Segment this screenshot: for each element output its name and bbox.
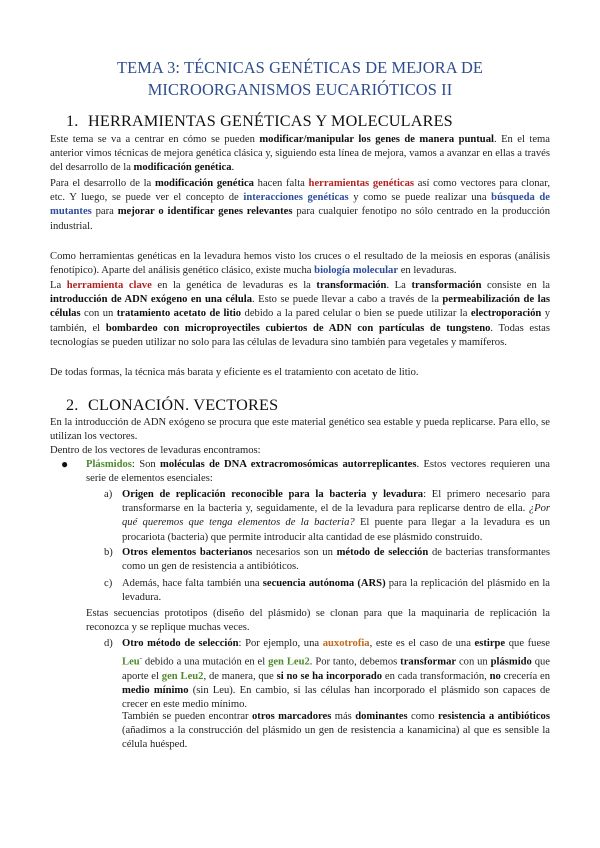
section-1-heading: [66, 112, 453, 131]
s1-paragraph-1: Este tema se va a centrar en cómo se pueden modificar/manipular los genes de manera puntual. En el tema anterior vimos técnicas de mejora genética clásica y, siguiendo esta línea de mejora, vamos a avanzar en ellas a través del desarrollo de la modificación genética.: [50, 134, 550, 174]
section-1-title: HERRAMIENTAS GENÉTICAS Y MOLECULARES: [88, 112, 453, 130]
item-d: Otro método de selección: Por ejemplo, una auxotrofia, este es el caso de una estirpe que fuese Leu- debido a una mutación en el gen Leu2. Por tanto, debemos transformar con un plásmido que aporte el gen Leu2, de manera, que si no se ha incorporado en cada transformación, no crecería en medio mínimo (sin Leu). En cambio, si las células han incorporado el plásmido son capaces de crecer en este medio mínimo.: [122, 638, 551, 711]
bullet-icon: ●: [61, 457, 69, 471]
item-c: Además, hace falta también una secuencia autónoma (ARS) para la replicación del plásmido en la levadura.: [122, 578, 550, 604]
s2-paragraph-1: En la introducción de ADN exógeno se procura que este material genético sea estable y pueda replicarse. Para ello, se utilizan los vectores.: [50, 417, 550, 443]
item-a: Origen de replicación reconocible para la bacteria y levadura: El primero necesario para transformarse en la bacteria y, seguidamente, el de la levadura para replicarse dentro de ella. ¿Por qué queremos que tenga elementos de la bacteria? El puente para llegar a la levadura es un procariota (bacteria) que permite introducir alta cantidad de ese plásmido construido.: [122, 489, 550, 543]
section-2-title: CLONACIÓN. VECTORES: [88, 396, 279, 414]
item-b-label: b): [104, 547, 113, 558]
s1-paragraph-3: Como herramientas genéticas en la levadura hemos visto los cruces o el resultado de la meiosis en esporas (análisis fenotípico). Aparte del análisis genético clásico, existe mucha biología molecular en levaduras.: [50, 251, 550, 277]
section-2-heading: [66, 396, 278, 415]
title-line-1: TEMA 3: TÉCNICAS GENÉTICAS DE MEJORA DE: [116, 58, 484, 77]
page-title: [60, 57, 540, 101]
item-b: Otros elementos bacterianos necesarios son un método de selección de bacterias transformantes como un gen de resistencia a antibióticos.: [122, 547, 550, 573]
section-1-number: 1.: [66, 112, 79, 130]
s2-paragraph-2: Dentro de los vectores de levaduras encontramos:: [50, 445, 261, 456]
section-2-number: 2.: [66, 396, 79, 414]
title-line-2: MICROORGANISMOS EUCARIÓTICOS II: [147, 80, 453, 99]
item-c-label: c): [104, 578, 113, 589]
s1-paragraph-2: Para el desarrollo de la modificación genética hacen falta herramientas genéticas así como vectores para clonar, etc. Y luego, se puede ver el concepto de interacciones genéticas y como se puede realizar una búsqueda de mutantes para mejorar o identificar genes relevantes para cualquier fenotipo no sólo centrado en la producción industrial.: [50, 178, 551, 232]
s1-paragraph-4: La herramienta clave en la genética de levaduras es la transformación. La transformación consiste en la introducción de ADN exógeno en una célula. Esto se puede llevar a cabo a través de la permeabilización de las células con un tratamiento acetato de litio debido a la pared celular o bien se puede utilizar la electroporación y también, el bombardeo con microproyectiles cubiertos de ADN con partículas de tungsteno. Todas estas tecnologías se pueden utilizar no solo para las células de levadura sino también para vegetales y mamíferos.: [50, 280, 551, 348]
s2-paragraph-3: Estas secuencias prototipos (diseño del plásmido) se clonan para que la maquinaria de replicación la reconozca y se replique muchas veces.: [86, 608, 550, 634]
item-d-label: d): [104, 638, 113, 649]
s1-paragraph-5: De todas formas, la técnica más barata y eficiente es el tratamiento con acetato de litio.: [50, 367, 419, 378]
item-d-continuation: También se pueden encontrar otros marcadores más dominantes como resistencia a antibióticos (añadimos a la construcción del plásmido un gen de resistencia a kanamicina) al que es sensible la célula huésped.: [122, 711, 550, 751]
plasmid-item: Plásmidos: Son moléculas de DNA extracromosómicas autorreplicantes. Estos vectores requieren una serie de elementos esenciales:: [86, 459, 550, 485]
item-a-label: a): [104, 489, 113, 500]
